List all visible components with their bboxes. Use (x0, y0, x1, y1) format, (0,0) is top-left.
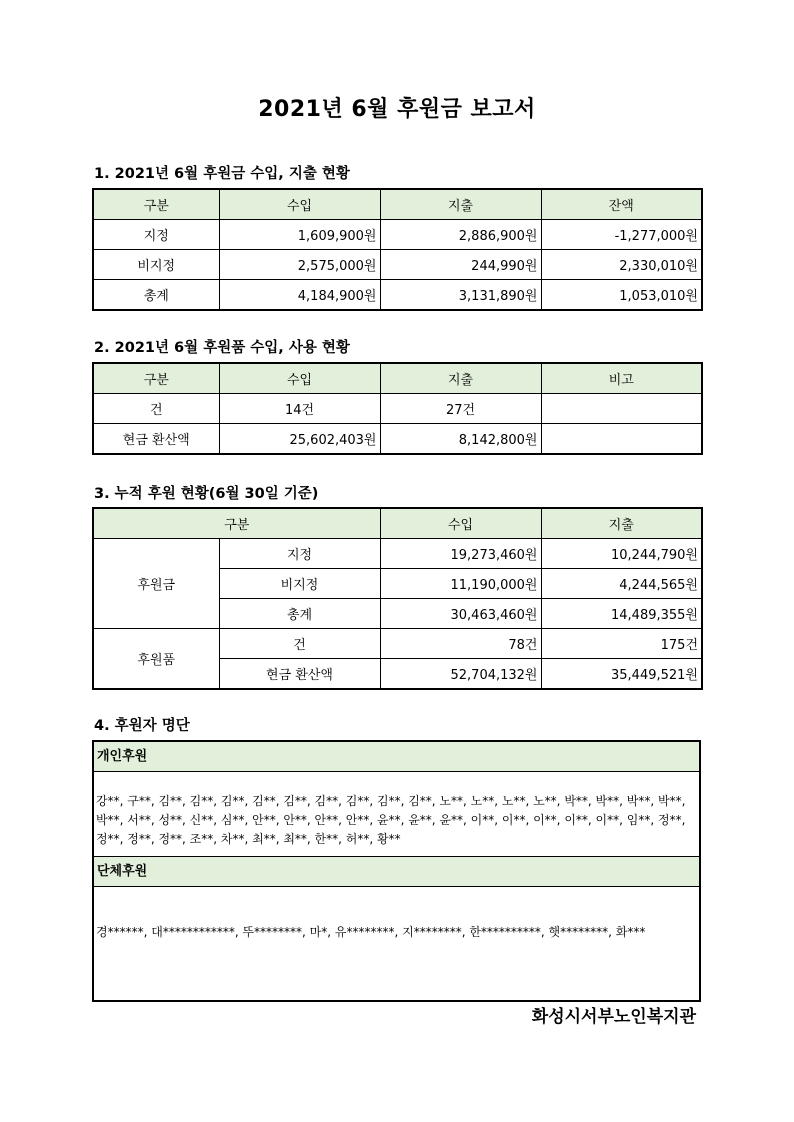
page-title: 2021년 6월 후원금 보고서 (258, 97, 536, 122)
income-cell: 78건 (380, 629, 541, 659)
group-donor-header: 단체후원 (94, 857, 699, 887)
expense-cell: 8,142,800원 (380, 424, 541, 455)
header-cell: 지출 (380, 363, 541, 394)
header-cell: 구분 (93, 189, 219, 220)
income-expense-table (92, 188, 703, 311)
header-cell: 지출 (541, 508, 702, 539)
individual-donor-names: 강**, 구**, 김**, 김**, 김**, 김**, 김**, 김**, 김**, 김**, 김**, 노**, 노**, 노**, 노**, 박**, 박**, 박**, 박**, 박**, 서**, 성**, 신**, 심**, 안**, 안**, 안**, 안**, 윤**, 윤**, 윤**, 이**, 이**, 이**, 이**, 이**, 임**, 정**, 정**, 정**, 정**, 조**, 차**, 최**, 최**, 한**, 허**, 황** (94, 772, 699, 857)
table-row (93, 280, 702, 311)
income-cell: 4,184,900원 (219, 280, 380, 311)
row-label: 비지정 (219, 569, 380, 599)
expense-cell: 14,489,355원 (541, 599, 702, 629)
row-label: 현금 환산액 (219, 659, 380, 690)
donor-list-box (92, 740, 701, 1002)
table-row (93, 629, 702, 659)
table-row (93, 539, 702, 569)
header-cell: 수입 (219, 363, 380, 394)
section-3-heading: 3. 누적 후원 현황(6월 30일 기준) (94, 486, 319, 502)
expense-cell: 2,886,900원 (380, 220, 541, 250)
goods-table (92, 362, 703, 455)
section-1-heading: 1. 2021년 6월 후원금 수입, 지출 현황 (94, 166, 350, 182)
income-cell: 14건 (219, 394, 380, 424)
group-label: 후원금 (93, 539, 219, 629)
section-4-heading: 4. 후원자 명단 (94, 718, 190, 734)
table-row (93, 220, 702, 250)
table-header-row (93, 363, 702, 394)
row-label: 비지정 (93, 250, 219, 280)
table-header-row (93, 189, 702, 220)
header-cell: 구분 (93, 508, 380, 539)
header-cell: 수입 (380, 508, 541, 539)
header-cell: 잔액 (541, 189, 702, 220)
header-cell: 수입 (219, 189, 380, 220)
expense-cell: 27건 (380, 394, 541, 424)
row-label: 총계 (219, 599, 380, 629)
header-cell: 비고 (541, 363, 702, 394)
income-cell: 25,602,403원 (219, 424, 380, 455)
expense-cell: 3,131,890원 (380, 280, 541, 311)
row-label: 건 (93, 394, 219, 424)
group-label: 후원품 (93, 629, 219, 690)
table-row (93, 424, 702, 455)
balance-cell: 1,053,010원 (541, 280, 702, 311)
row-label: 지정 (219, 539, 380, 569)
note-cell (541, 424, 702, 455)
income-cell: 30,463,460원 (380, 599, 541, 629)
row-label: 현금 환산액 (93, 424, 219, 455)
note-cell (541, 394, 702, 424)
row-label: 지정 (93, 220, 219, 250)
balance-cell: 2,330,010원 (541, 250, 702, 280)
income-cell: 11,190,000원 (380, 569, 541, 599)
row-label: 총계 (93, 280, 219, 311)
individual-donor-header: 개인후원 (94, 742, 699, 772)
balance-cell: -1,277,000원 (541, 220, 702, 250)
income-cell: 1,609,900원 (219, 220, 380, 250)
row-label: 건 (219, 629, 380, 659)
cumulative-table (92, 507, 703, 690)
income-cell: 52,704,132원 (380, 659, 541, 690)
header-cell: 지출 (380, 189, 541, 220)
expense-cell: 4,244,565원 (541, 569, 702, 599)
header-cell: 구분 (93, 363, 219, 394)
expense-cell: 175건 (541, 629, 702, 659)
group-donor-names: 경******, 대************, 뚜********, 마*, 유********, 지********, 한**********, 햇********, 화*** (96, 925, 646, 939)
expense-cell: 35,449,521원 (541, 659, 702, 690)
expense-cell: 244,990원 (380, 250, 541, 280)
expense-cell: 10,244,790원 (541, 539, 702, 569)
table-row (93, 394, 702, 424)
table-row (93, 250, 702, 280)
income-cell: 19,273,460원 (380, 539, 541, 569)
table-header-row (93, 508, 702, 539)
organization-name: 화성시서부노인복지관 (531, 1007, 696, 1027)
income-cell: 2,575,000원 (219, 250, 380, 280)
section-2-heading: 2. 2021년 6월 후원품 수입, 사용 현황 (94, 340, 350, 356)
